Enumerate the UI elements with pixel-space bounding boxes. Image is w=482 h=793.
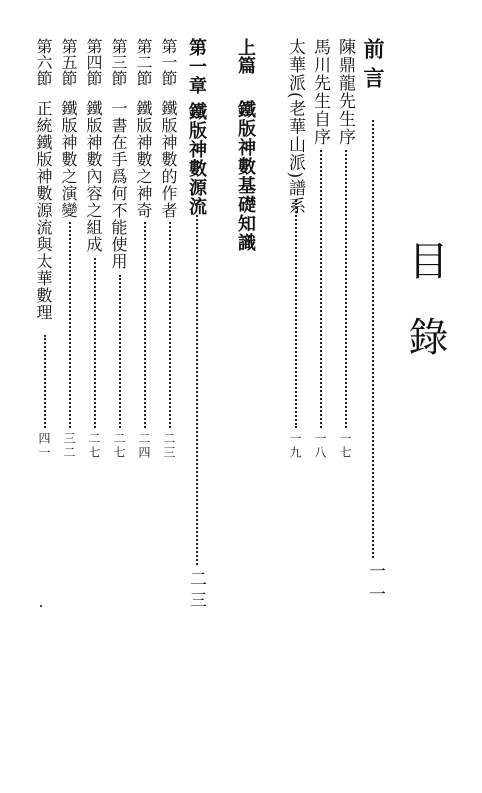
print-speck [40, 605, 42, 607]
page-title: 目錄 [402, 240, 448, 392]
front-entry-leader [345, 150, 347, 428]
section-leader [69, 222, 71, 428]
front-entry-title: 馬川先生自序 [310, 38, 330, 146]
front-entry-leader [295, 200, 297, 428]
preface-heading: 前言 [361, 38, 386, 96]
front-entry-page: 一九 [288, 432, 302, 460]
front-entry-page: 一八 [313, 432, 327, 460]
section-title: 鐵版神數的作者 [159, 100, 178, 219]
section-page: 二四 [137, 432, 151, 460]
chapter-leader [196, 215, 198, 565]
section-number: 第二節 [134, 38, 153, 86]
front-entry-title: 太華派(老華山派)譜系 [285, 38, 305, 216]
section-title: 鐵版神數之神奇 [134, 100, 153, 219]
section-page: 四一 [37, 432, 51, 460]
section-leader [44, 335, 46, 428]
section-leader [144, 222, 146, 428]
section-title: 一書在手爲何不能使用 [109, 100, 128, 270]
chapter-title: 第一章 鐵版神數源流 [186, 38, 207, 217]
section-number: 第一節 [159, 38, 178, 86]
front-entry-leader [320, 150, 322, 428]
section-page: 二七 [87, 432, 101, 460]
section-number: 第六節 [34, 38, 53, 86]
section-title: 正統鐵版神數源流與太華數理 [34, 100, 53, 321]
section-title: 鐵版神數之演變 [59, 100, 78, 219]
section-number: 第三節 [109, 38, 128, 86]
section-page: 二七 [112, 432, 126, 460]
chapter-page-number: 二三 [186, 570, 206, 612]
front-entry-title: 陳鼎龍先生序 [335, 38, 355, 146]
part-label: 上篇 [235, 38, 256, 74]
section-leader [169, 222, 171, 428]
section-page: 二三 [162, 432, 176, 460]
section-page: 三二 [62, 432, 76, 460]
front-entry-page: 一七 [338, 432, 352, 460]
section-number: 第四節 [84, 38, 103, 86]
section-leader [119, 275, 121, 428]
section-number: 第五節 [59, 38, 78, 86]
preface-page-number: 一一 [365, 562, 385, 608]
section-title: 鐵版神數內容之組成 [84, 100, 103, 253]
section-leader [94, 258, 96, 428]
part-title: 鐵版神數基礎知識 [235, 100, 256, 252]
preface-leader [372, 120, 374, 558]
